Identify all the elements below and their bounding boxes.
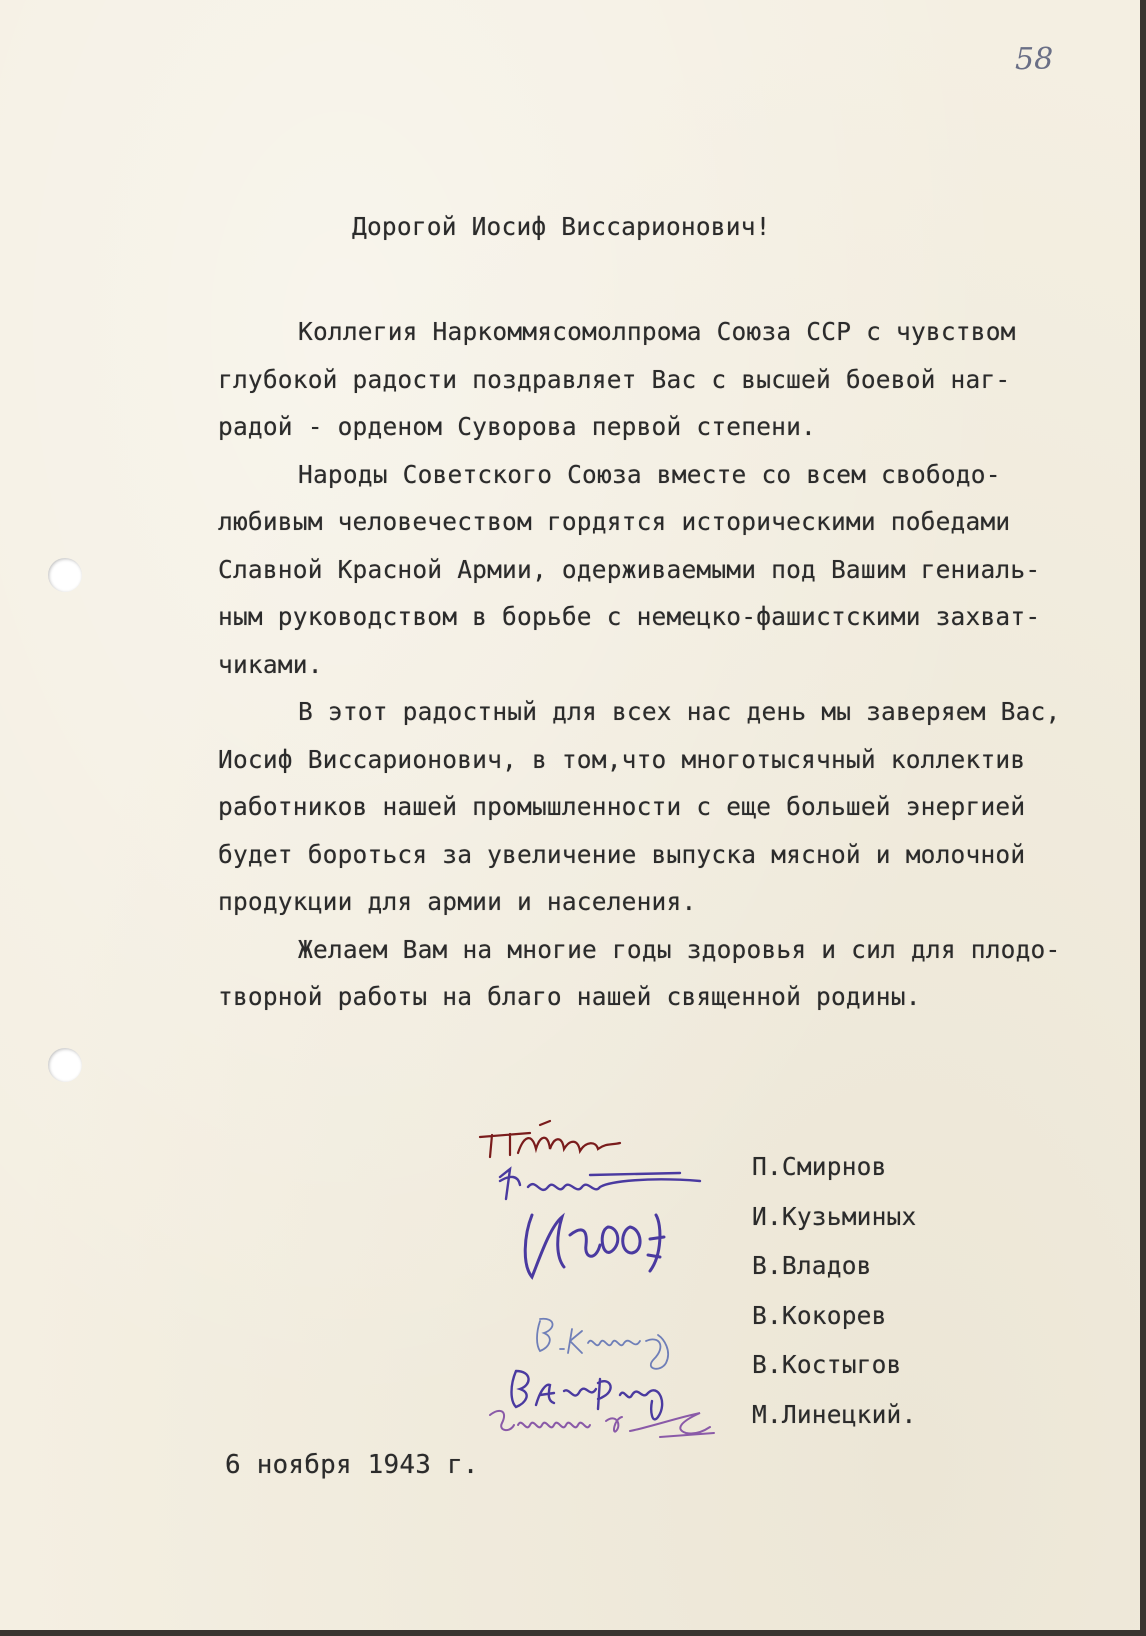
punch-hole-bottom	[48, 1048, 82, 1082]
page-number: 58	[1015, 42, 1054, 77]
handwritten-signatures	[470, 1115, 760, 1445]
signatory-name: В.Костыгов	[752, 1350, 902, 1379]
signature-linetsky	[490, 1411, 714, 1437]
letter-line: работников нашей промышленности с еще большей энергией	[218, 792, 1026, 821]
signatories-list	[752, 1142, 916, 1439]
letter-line: В этот радостный для всех нас день мы заверяем Вас,	[298, 697, 1061, 726]
letter-line: Коллегия Наркоммясомолпрома Союза ССР с чувством	[298, 317, 1016, 346]
signature-kokorev	[537, 1319, 668, 1369]
scan-edge-right	[1140, 0, 1146, 1636]
signatory-name: В.Владов	[752, 1251, 872, 1280]
letter-line: радой - орденом Суворова первой степени.	[218, 412, 817, 441]
signatory-name: М.Линецкий.	[752, 1399, 917, 1429]
letter-line: Народы Советского Союза вместе со всем свободо-	[298, 459, 1001, 489]
letter-line: продукции для армии и населения.	[218, 887, 697, 916]
letter-line: глубокой радости поздравляет Вас с высшей боевой наг-	[218, 364, 1011, 394]
salutation: Дорогой Иосиф Виссарионович!	[352, 212, 771, 241]
signature-vladov	[525, 1215, 664, 1277]
letter-line: любивым человечеством гордятся историческими победами	[218, 507, 1011, 536]
signature-smirnov	[480, 1121, 620, 1157]
letter-line: чиками.	[218, 649, 323, 679]
signature-kostygov	[512, 1371, 663, 1419]
letter-line: Желаем Вам на многие годы здоровья и сил для плодо-	[298, 934, 1061, 964]
punch-hole-top	[48, 558, 82, 592]
signatory-name: И.Кузьминых	[752, 1201, 917, 1231]
letter-line: ным руководством в борьбе с немецко-фашистскими захват-	[218, 602, 1041, 631]
letter-line: Иосиф Виссарионович, в том,что многотысячный коллектив	[218, 744, 1026, 774]
letter-line: творной работы на благо нашей священной родины.	[218, 982, 921, 1011]
letter-line: Славной Красной Армии, одерживаемыми под Вашим гениаль-	[218, 554, 1041, 584]
scan-edge-bottom	[0, 1630, 1146, 1636]
signatory-name: В.Кокорев	[752, 1300, 887, 1330]
signatory-name: П.Смирнов	[752, 1152, 887, 1181]
letter-body	[218, 308, 1098, 1021]
signature-kuzminykh	[500, 1169, 700, 1199]
letter-date: 6 ноября 1943 г.	[225, 1450, 479, 1480]
letter-line: будет бороться за увеличение выпуска мясной и молочной	[218, 839, 1026, 869]
